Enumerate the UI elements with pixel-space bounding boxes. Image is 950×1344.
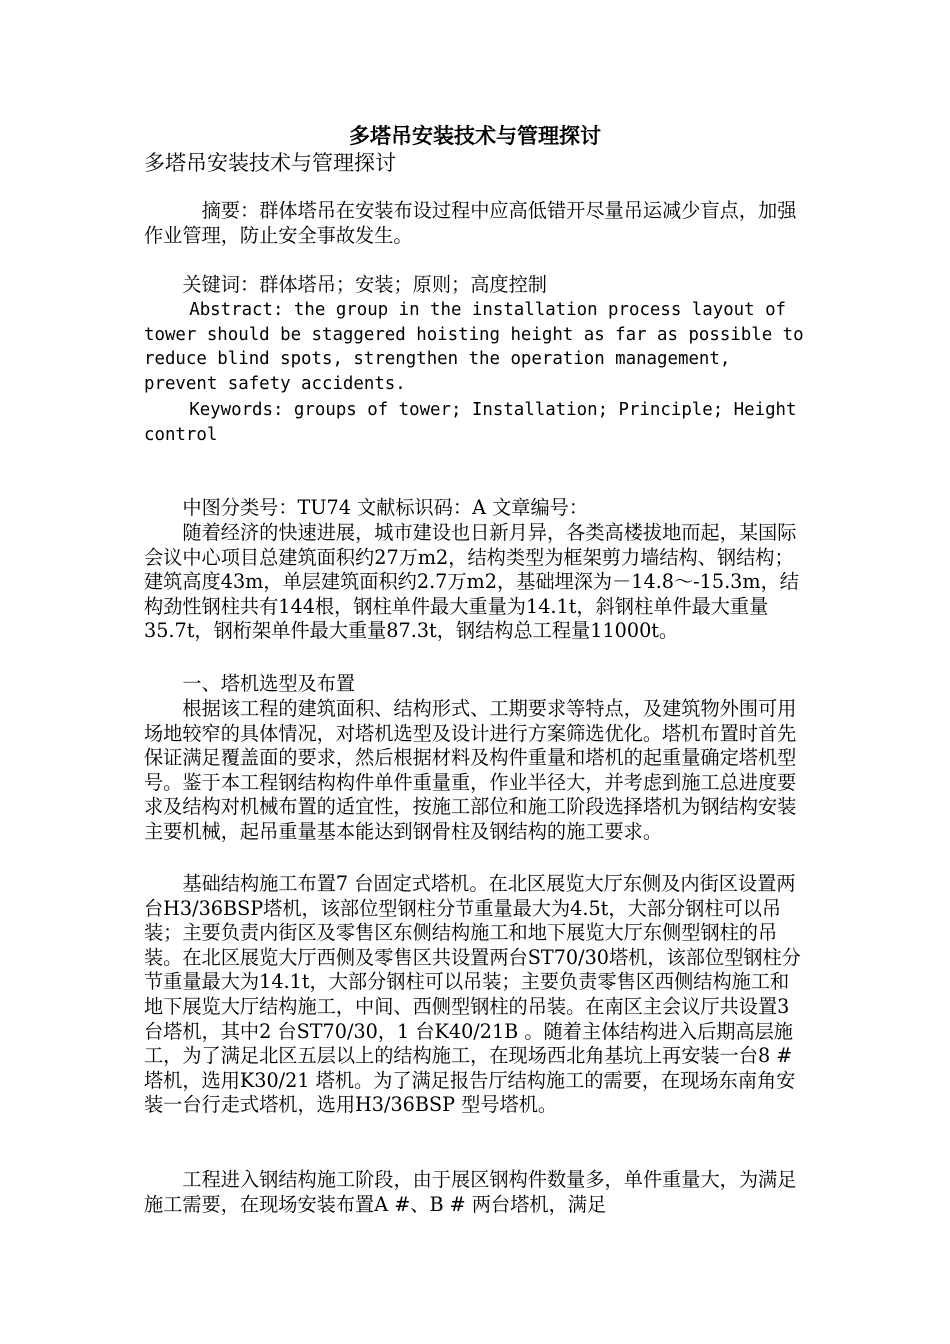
abstract-english: Abstract: the group in the installation process layout of tower should be staggered hoisting height as far as possible to reduce blind spots, strengthen the operation management, prevent safety accidents. xyxy=(144,300,804,394)
section-heading-1: 一、塔机选型及布置 xyxy=(182,672,356,695)
keywords-chinese: 关键词：群体塔吊；安装；原则；高度控制 xyxy=(182,273,547,296)
document-title: 多塔吊安装技术与管理探讨 xyxy=(349,123,601,148)
keywords-english: Keywords: groups of tower; Installation; Principle; Height control xyxy=(144,400,797,445)
body-paragraph-2: 根据该工程的建筑面积、结构形式、工期要求等特点，及建筑物外围可用场地较窄的具体情况，对塔机选型及设计进行方案筛选优化。塔机布置时首先保证满足覆盖面的要求，然后根据材料及构件重量和塔机的起重量确定塔机型号。鉴于本工程钢结构构件单件重量重，作业半径大，并考虑到施工总进度要求及结构对机械布置的适宜性，按施工部位和施工阶段选择塔机为钢结构安装主要机械，起吊重量基本能达到钢骨柱及钢结构的施工要求。 xyxy=(144,697,797,843)
classification-line: 中图分类号：TU74 文献标识码：A 文章编号： xyxy=(182,496,589,519)
body-paragraph-1: 随着经济的快速进展，城市建设也日新月异，各类高楼拔地而起，某国际会议中心项目总建筑面积约27万m2，结构类型为框架剪力墙结构、钢结构；建筑高度43m，单层建筑面积约2.7万m2，基础埋深为－14.8～-15.3m，结构劲性钢柱共有144根，钢柱单件最大重量为14.1t，斜钢柱单件最大重量35.7t，钢桁架单件最大重量87.3t，钢结构总工程量11000t。 xyxy=(144,521,799,643)
document-subtitle: 多塔吊安装技术与管理探讨 xyxy=(144,151,396,175)
abstract-chinese: 摘要：群体塔吊在安装布设过程中应高低错开尽量吊运减少盲点，加强作业管理，防止安全事故发生。 xyxy=(144,199,797,247)
body-paragraph-3: 基础结构施工布置7 台固定式塔机。在北区展览大厅东侧及内街区设置两台H3/36BSP塔机，该部位型钢柱分节重量最大为4.5t，大部分钢柱可以吊装；主要负责内街区及零售区东侧结构施工和地下展览大厅东侧型钢柱的吊装。在北区展览大厅西侧及零售区共设置两台ST70/30塔机，该部位型钢柱分节重量最大为14.1t，大部分钢柱可以吊装；主要负责零售区西侧结构施工和地下展览大厅结构施工，中间、西侧型钢柱的吊装。在南区主会议厅共设置3 台塔机，其中2 台ST70/30，1 台K40/21B 。随着主体结构进入后期高层施工，为了满足北区五层以上的结构施工，在现场西北角基坑上再安装一台8 # 塔机，选用K30/21 塔机。为了满足报告厅结构施工的需要，在现场东南角安装一台行走式塔机，选用H3/36BSP 型号塔机。 xyxy=(144,872,801,1117)
body-paragraph-4: 工程进入钢结构施工阶段，由于展区钢构件数量多，单件重量大，为满足施工需要，在现场安装布置A #、B # 两台塔机，满足 xyxy=(144,1168,797,1216)
